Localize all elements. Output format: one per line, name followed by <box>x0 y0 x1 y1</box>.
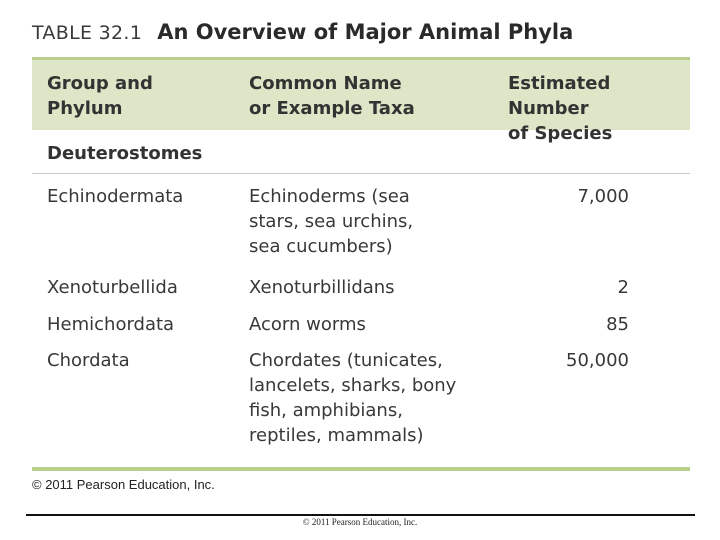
footer-copyright: © 2011 Pearson Education, Inc. <box>302 517 418 527</box>
table-title-text: An Overview of Major Animal Phyla <box>157 20 574 44</box>
table-bottom-rule <box>32 467 690 471</box>
table-header-row <box>32 60 690 144</box>
species-count-cell: 2 <box>617 277 629 298</box>
column-header-common-name: Common Name or Example Taxa <box>249 73 415 119</box>
phyla-table <box>32 57 690 467</box>
phylum-cell: Xenoturbellida <box>47 277 178 298</box>
phylum-cell: Chordata <box>47 350 130 371</box>
section-label: Deuterostomes <box>47 143 203 164</box>
phylum-cell: Echinodermata <box>47 186 184 207</box>
species-count-cell: 85 <box>606 314 629 335</box>
copyright-notice: © 2011 Pearson Education, Inc. <box>32 477 215 492</box>
section-row <box>32 130 690 174</box>
common-name-cell: Xenoturbillidans <box>249 277 395 298</box>
table-body <box>32 174 690 467</box>
phylum-cell: Hemichordata <box>47 314 175 335</box>
species-count-cell: 50,000 <box>566 350 629 371</box>
table-number: TABLE 32.1 <box>32 22 143 44</box>
column-header-species-count: Estimated Number of Species <box>508 73 613 144</box>
common-name-cell: Echinoderms (sea stars, sea urchins, sea cucumbers) <box>249 186 414 257</box>
table-title <box>32 20 573 44</box>
common-name-cell: Chordates (tunicates, lancelets, sharks, bony fish, amphibians, reptiles, mammals) <box>249 350 457 446</box>
species-count-cell: 7,000 <box>577 186 629 207</box>
footer-divider <box>26 514 695 516</box>
common-name-cell: Acorn worms <box>249 314 366 335</box>
column-header-group-phylum: Group and Phylum <box>47 73 153 119</box>
